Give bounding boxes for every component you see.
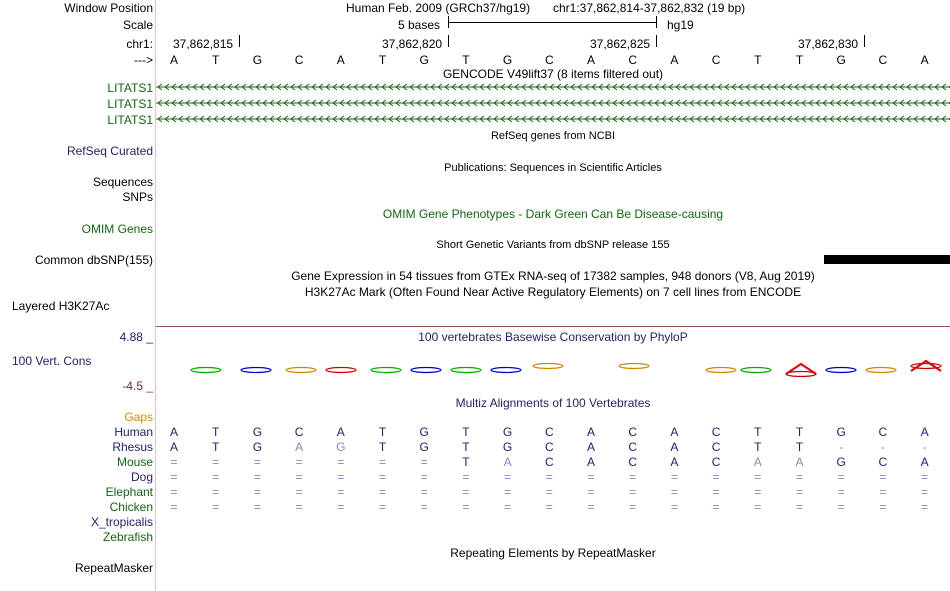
h3k27ac-title[interactable]: H3K27Ac Mark (Often Found Near Active Regulatory Elements) on 7 cell lines from ENCODE [304,285,802,299]
coord-tick-2 [448,35,449,47]
gencode-item-2[interactable]: LITATS1 [107,97,153,111]
scale-bar-text: 5 bases [398,18,441,32]
alignment-base: = [545,470,553,484]
alignment-base: = [504,500,512,514]
alignment-base: G [252,425,263,439]
gaps-label[interactable]: Gaps [124,410,153,424]
coord-tick-4 [864,35,865,47]
alignment-base: = [295,455,303,469]
alignment-base: A [169,440,178,454]
species-label-rhesus[interactable]: Rhesus [112,440,153,454]
scale-db: hg19 [667,18,694,32]
h3k27ac-label[interactable]: Layered H3K27Ac [12,299,110,313]
conservation-glyph [241,368,271,373]
alignment-base: = [420,470,428,484]
alignment-base: G [502,440,513,454]
alignment-base: = [587,485,595,499]
alignment-base: = [879,470,887,484]
conservation-min-label: -4.5 _ [122,379,153,393]
gencode-title[interactable]: GENCODE V49lift37 (8 items filtered out) [442,67,664,81]
conservation-glyph [866,368,896,373]
alignment-base: C [628,425,638,439]
alignment-base: G [336,440,346,454]
alignment-base: = [253,455,261,469]
conservation-glyph [706,368,736,373]
alignment-base: = [378,500,386,514]
alignment-base: = [712,470,720,484]
alignment-base: = [754,470,762,484]
alignment-base: A [586,440,595,454]
alignment-base: = [795,485,803,499]
alignment-base: T [795,440,804,454]
coord-3: 37,862,825 [590,37,651,51]
alignment-base: = [337,500,345,514]
alignment-base: A [920,425,929,439]
alignment-base: T [378,440,387,454]
alignment-base: = [545,485,553,499]
alignment-base: A [503,455,512,469]
alignment-base: - [839,440,844,454]
alignment-base: = [795,500,803,514]
conservation-glyph [411,368,441,373]
dbsnp-label[interactable]: Common dbSNP(155) [34,253,153,267]
alignment-base: = [462,485,470,499]
alignment-base: = [545,500,553,514]
alignment-base: A [670,425,679,439]
window-position-label[interactable]: Window Position [64,1,153,15]
strand-label[interactable]: ---> [134,53,153,67]
alignment-base: A [670,440,679,454]
species-label-elephant[interactable]: Elephant [105,485,153,499]
gencode-item-3[interactable]: LITATS1 [107,113,153,127]
chr-label[interactable]: chr1: [126,37,153,51]
species-label-chicken[interactable]: Chicken [109,500,153,514]
coord-4: 37,862,830 [798,37,859,51]
conservation-glyph [786,372,816,377]
dbsnp-title[interactable]: Short Genetic Variants from dbSNP release 155 [436,239,670,251]
sequence-base: G [252,53,263,67]
alignment-base: C [628,440,638,454]
alignment-base: = [337,455,345,469]
publications-label-sequences[interactable]: Sequences [92,175,153,189]
alignment-base: C [544,455,554,469]
sequence-base: C [294,53,304,67]
conservation-glyph [533,364,563,369]
alignment-base: T [462,425,470,439]
alignment-base: = [670,500,678,514]
conservation-glyph [371,368,401,373]
conservation-glyph [491,368,521,373]
sequence-base: G [502,53,513,67]
alignment-base: = [212,500,220,514]
gencode-transcript-lines[interactable] [156,80,950,128]
publications-label-snps[interactable]: SNPs [122,190,153,204]
conservation-glyph-a [911,361,941,371]
alignment-base: G [252,440,263,454]
alignment-base: T [754,440,762,454]
sequence-base: C [544,53,554,67]
alignment-base: = [587,470,595,484]
scale-label[interactable]: Scale [122,18,153,32]
alignment-base: = [378,455,386,469]
species-label-mouse[interactable]: Mouse [116,455,153,469]
alignment-base: = [170,500,178,514]
alignment-base: C [544,425,554,439]
sequence-base: T [795,53,804,67]
sequence-base: A [336,53,345,67]
alignment-base: = [337,470,345,484]
sequence-base: C [711,53,721,67]
assembly-text: Human Feb. 2009 (GRCh37/hg19) [346,1,531,15]
alignment-base: - [880,440,885,454]
gtex-title[interactable]: Gene Expression in 54 tissues from GTEx RNA-seq of 17382 samples, 948 donors (V8, Aug 2019) [291,269,815,283]
alignment-base: = [170,470,178,484]
sequence-base: G [836,53,846,67]
alignment-base: T [795,425,804,439]
alignment-base: A [586,425,595,439]
conservation-label[interactable]: 100 Vert. Cons [12,354,92,368]
species-label-dog[interactable]: Dog [130,470,153,484]
alignment-base: = [212,455,220,469]
conservation-logo-plot[interactable] [156,352,950,392]
alignment-base: A [753,455,762,469]
alignment-base: T [462,455,470,469]
alignment-base: = [378,470,386,484]
alignment-base: = [462,500,470,514]
sequence-base: C [628,53,638,67]
sequence-base: T [212,53,220,67]
alignment-base: = [629,500,637,514]
conservation-glyph [741,368,771,373]
alignment-base: = [921,500,929,514]
alignment-base: A [670,455,679,469]
alignment-base: = [253,485,261,499]
alignment-base: = [921,485,929,499]
alignment-base: = [670,485,678,499]
alignment-base: = [837,500,845,514]
alignment-base: = [253,470,261,484]
coord-2: 37,862,820 [382,37,443,51]
alignment-base: G [502,425,513,439]
alignment-base: = [170,485,178,499]
conservation-glyph [326,368,356,373]
alignment-base: = [921,470,929,484]
alignment-base: = [754,485,762,499]
conservation-glyph [191,368,221,373]
alignment-base: = [295,500,303,514]
conservation-title[interactable]: 100 vertebrates Basewise Conservation by PhyloP [418,330,688,344]
alignment-base: = [754,500,762,514]
species-label-zebrafish[interactable]: Zebrafish [102,530,153,544]
h3k27ac-baseline [156,326,950,327]
repeatmasker-label[interactable]: RepeatMasker [74,561,153,575]
alignment-base: = [253,500,261,514]
conservation-glyph [451,368,481,373]
alignment-base: = [629,485,637,499]
alignment-base: T [754,425,762,439]
alignment-base: = [712,500,720,514]
alignment-base: = [170,455,178,469]
sequence-base: C [878,53,888,67]
alignment-base: = [879,500,887,514]
alignment-base: C [711,425,721,439]
sequence-base: T [378,53,387,67]
alignment-base: - [922,440,927,454]
alignment-base: = [420,500,428,514]
sequence-base: A [169,53,178,67]
alignment-base: G [419,440,429,454]
alignment-base: A [920,455,929,469]
alignment-base: = [462,470,470,484]
alignment-base: T [378,425,387,439]
alignment-base: C [878,455,888,469]
sequence-base: A [586,53,595,67]
alignment-base: T [462,440,470,454]
alignment-base: C [711,440,721,454]
alignment-base: = [212,470,220,484]
position-text: chr1:37,862,814-37,862,832 (19 bp) [553,1,746,15]
omim-label[interactable]: OMIM Genes [81,222,153,236]
alignment-base: = [712,485,720,499]
conservation-glyph [826,368,856,373]
alignment-base: G [419,425,429,439]
species-label-x_tropicalis[interactable]: X_tropicalis [90,515,153,529]
multiz-title[interactable]: Multiz Alignments of 100 Vertebrates [455,396,651,410]
alignment-base: T [212,425,220,439]
coord-tick-3 [656,35,657,47]
refseq-label[interactable]: RefSeq Curated [66,144,153,158]
alignment-base: = [837,485,845,499]
dbsnp-variant-bar[interactable] [824,255,950,264]
alignment-base: = [420,485,428,499]
alignment-base: = [212,485,220,499]
conservation-glyph [619,364,649,369]
coord-1: 37,862,815 [173,37,234,51]
sequence-base: T [462,53,470,67]
conservation-max-label: 4.88 _ [119,330,153,344]
alignment-base: C [544,440,554,454]
gencode-item-1[interactable]: LITATS1 [107,81,153,95]
alignment-base: C [711,455,721,469]
alignment-base: = [337,485,345,499]
alignment-base: = [504,470,512,484]
alignment-base: A [169,425,178,439]
publications-title[interactable]: Publications: Sequences in Scientific Articles [444,162,662,174]
species-label-human[interactable]: Human [114,425,153,439]
alignment-base: = [504,485,512,499]
alignment-base: A [295,440,304,454]
alignment-base: = [629,470,637,484]
alignment-base: = [837,470,845,484]
alignment-base: C [294,425,304,439]
alignment-base: = [295,470,303,484]
alignment-base: T [212,440,220,454]
alignment-base: A [336,425,345,439]
alignment-base: = [795,470,803,484]
coord-tick-1 [239,35,240,47]
sequence-base: T [754,53,762,67]
alignment-base: G [836,425,846,439]
alignment-base: = [670,470,678,484]
alignment-base: A [795,455,804,469]
alignment-base: A [586,455,595,469]
alignment-base: = [879,485,887,499]
sequence-base: G [419,53,429,67]
alignment-base: = [420,455,428,469]
alignment-base: = [378,485,386,499]
alignment-base: C [878,425,888,439]
alignment-base: C [628,455,638,469]
alignment-base: = [295,485,303,499]
sequence-base: A [920,53,929,67]
refseq-title[interactable]: RefSeq genes from NCBI [490,130,616,142]
omim-title[interactable]: OMIM Gene Phenotypes - Dark Green Can Be Disease-causing [382,207,724,221]
sequence-base: A [670,53,679,67]
alignment-base: G [836,455,846,469]
repeatmasker-title[interactable]: Repeating Elements by RepeatMasker [450,546,656,560]
alignment-base: = [587,500,595,514]
conservation-glyph [286,368,316,373]
